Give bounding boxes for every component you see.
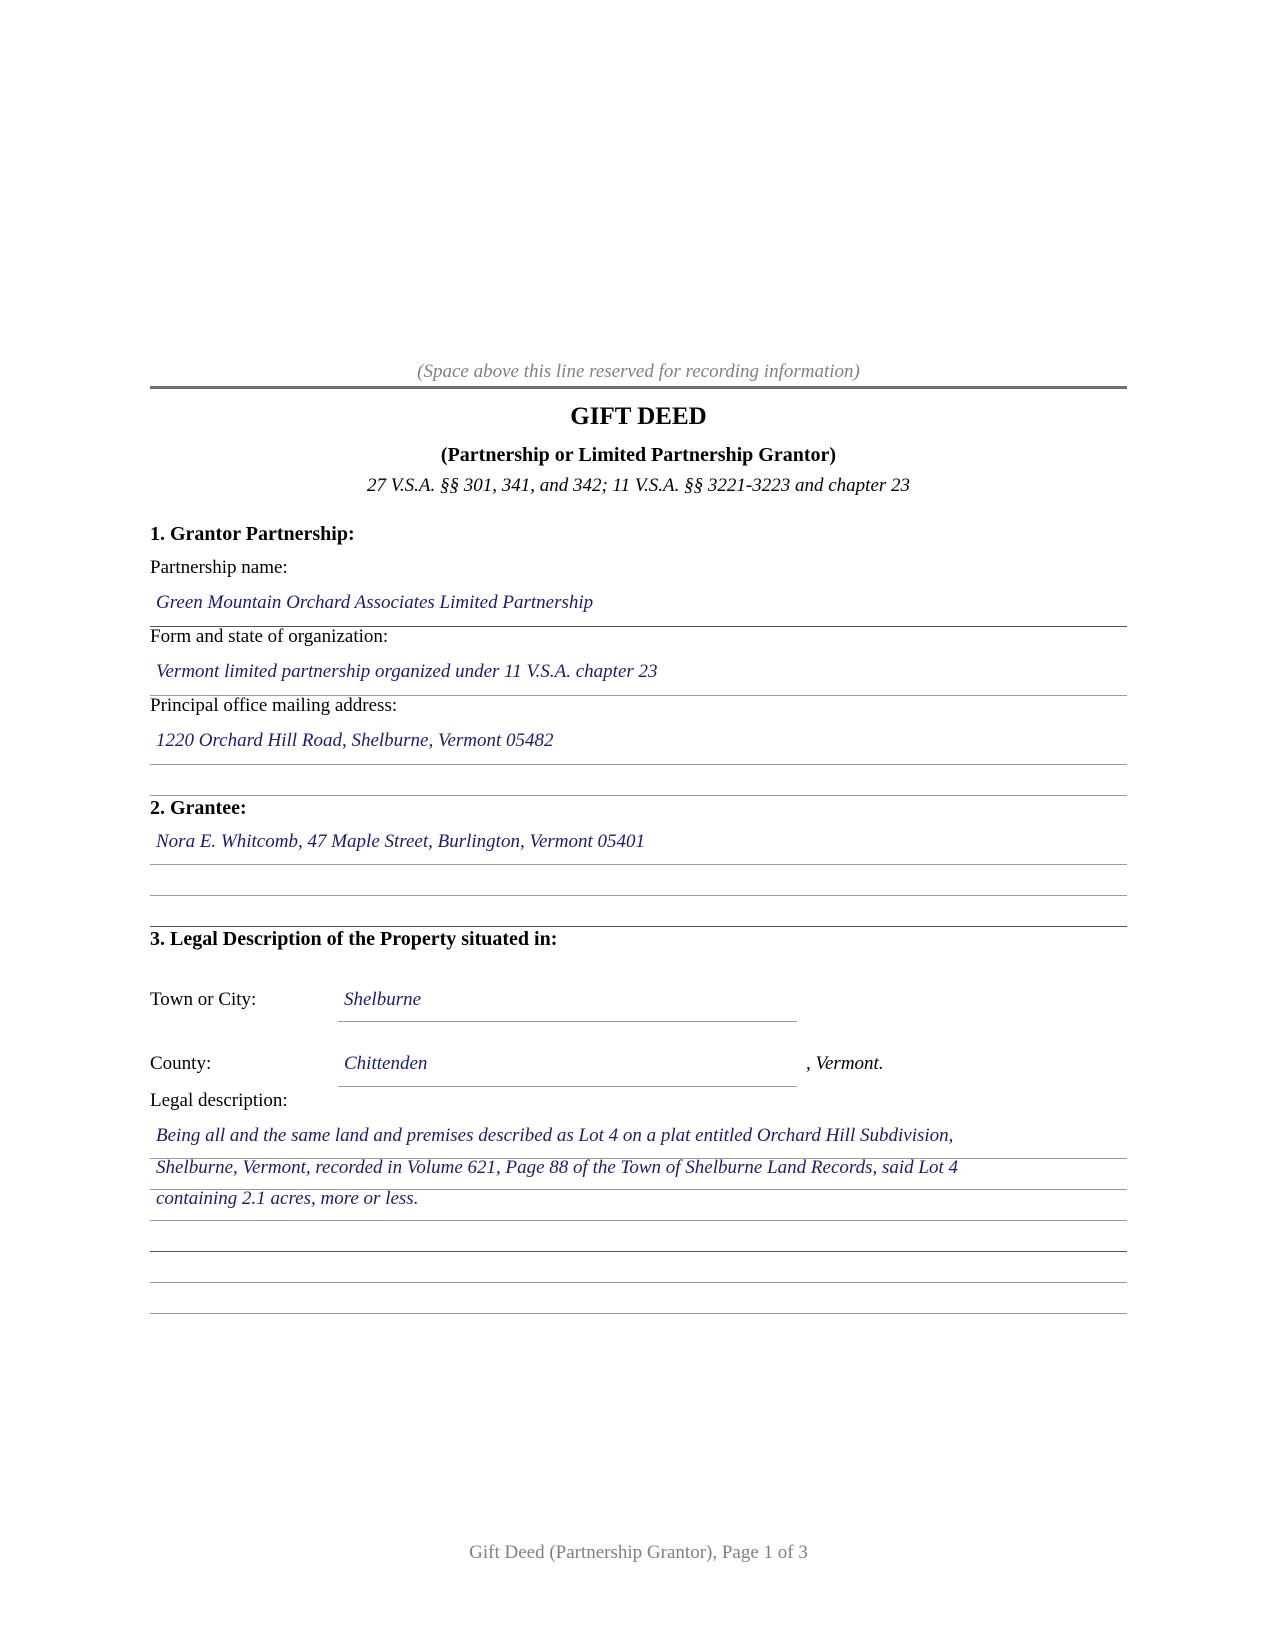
county-label: County:: [150, 1053, 212, 1074]
legal-description-line-2[interactable]: Shelburne, Vermont, recorded in Volume 621, Page 88 of the Town of Shelburne Land Records, said Lot 4: [156, 1157, 958, 1178]
statutory-citation: 27 V.S.A. §§ 301, 341, and 342; 11 V.S.A. §§ 3221-3223 and chapter 23: [366, 475, 911, 496]
principal-address-label: Principal office mailing address:: [150, 695, 398, 716]
organization-form-field[interactable]: Vermont limited partnership organized under 11 V.S.A. chapter 23: [156, 661, 658, 682]
town-field[interactable]: Shelburne: [344, 989, 422, 1010]
county-field[interactable]: Chittenden: [344, 1053, 428, 1074]
partnership-name-label: Partnership name:: [150, 557, 288, 578]
grantee-extra-line-1: [150, 895, 1127, 896]
grantee-field[interactable]: Nora E. Whitcomb, 47 Maple Street, Burlington, Vermont 05401: [156, 831, 646, 852]
town-underline: [338, 1021, 797, 1022]
state-suffix: , Vermont.: [806, 1053, 884, 1074]
page-footer: Gift Deed (Partnership Grantor), Page 1 of 3: [469, 1542, 808, 1563]
legal-description-rule-5: [150, 1282, 1127, 1283]
document-subtitle: (Partnership or Limited Partnership Grantor): [440, 444, 837, 466]
legal-description-rule-6: [150, 1313, 1127, 1314]
legal-description-line-1[interactable]: Being all and the same land and premises described as Lot 4 on a plat entitled Orchard Hill Subdivision,: [156, 1125, 954, 1146]
principal-address-underline: [150, 764, 1127, 765]
legal-description-rule-4: [150, 1251, 1127, 1252]
recording-space-note: (Space above this line reserved for recording information): [417, 361, 860, 382]
legal-description-line-3[interactable]: containing 2.1 acres, more or less.: [156, 1188, 419, 1209]
section-2-heading: 2. Grantee:: [150, 797, 247, 819]
organization-form-label: Form and state of organization:: [150, 626, 389, 647]
principal-address-field[interactable]: 1220 Orchard Hill Road, Shelburne, Vermont 05482: [156, 730, 554, 751]
principal-address-extra-line: [150, 795, 1127, 796]
section-3-heading: 3. Legal Description of the Property situated in:: [150, 928, 558, 950]
document-title: GIFT DEED: [570, 403, 707, 430]
section-1-heading: 1. Grantor Partnership:: [150, 523, 355, 545]
legal-description-rule-3: [150, 1220, 1127, 1221]
grantee-underline: [150, 864, 1127, 865]
legal-description-label: Legal description:: [150, 1090, 288, 1111]
recording-space-divider: [150, 386, 1127, 389]
county-underline: [338, 1086, 797, 1087]
partnership-name-field[interactable]: Green Mountain Orchard Associates Limited Partnership: [156, 592, 594, 613]
town-label: Town or City:: [150, 989, 257, 1010]
